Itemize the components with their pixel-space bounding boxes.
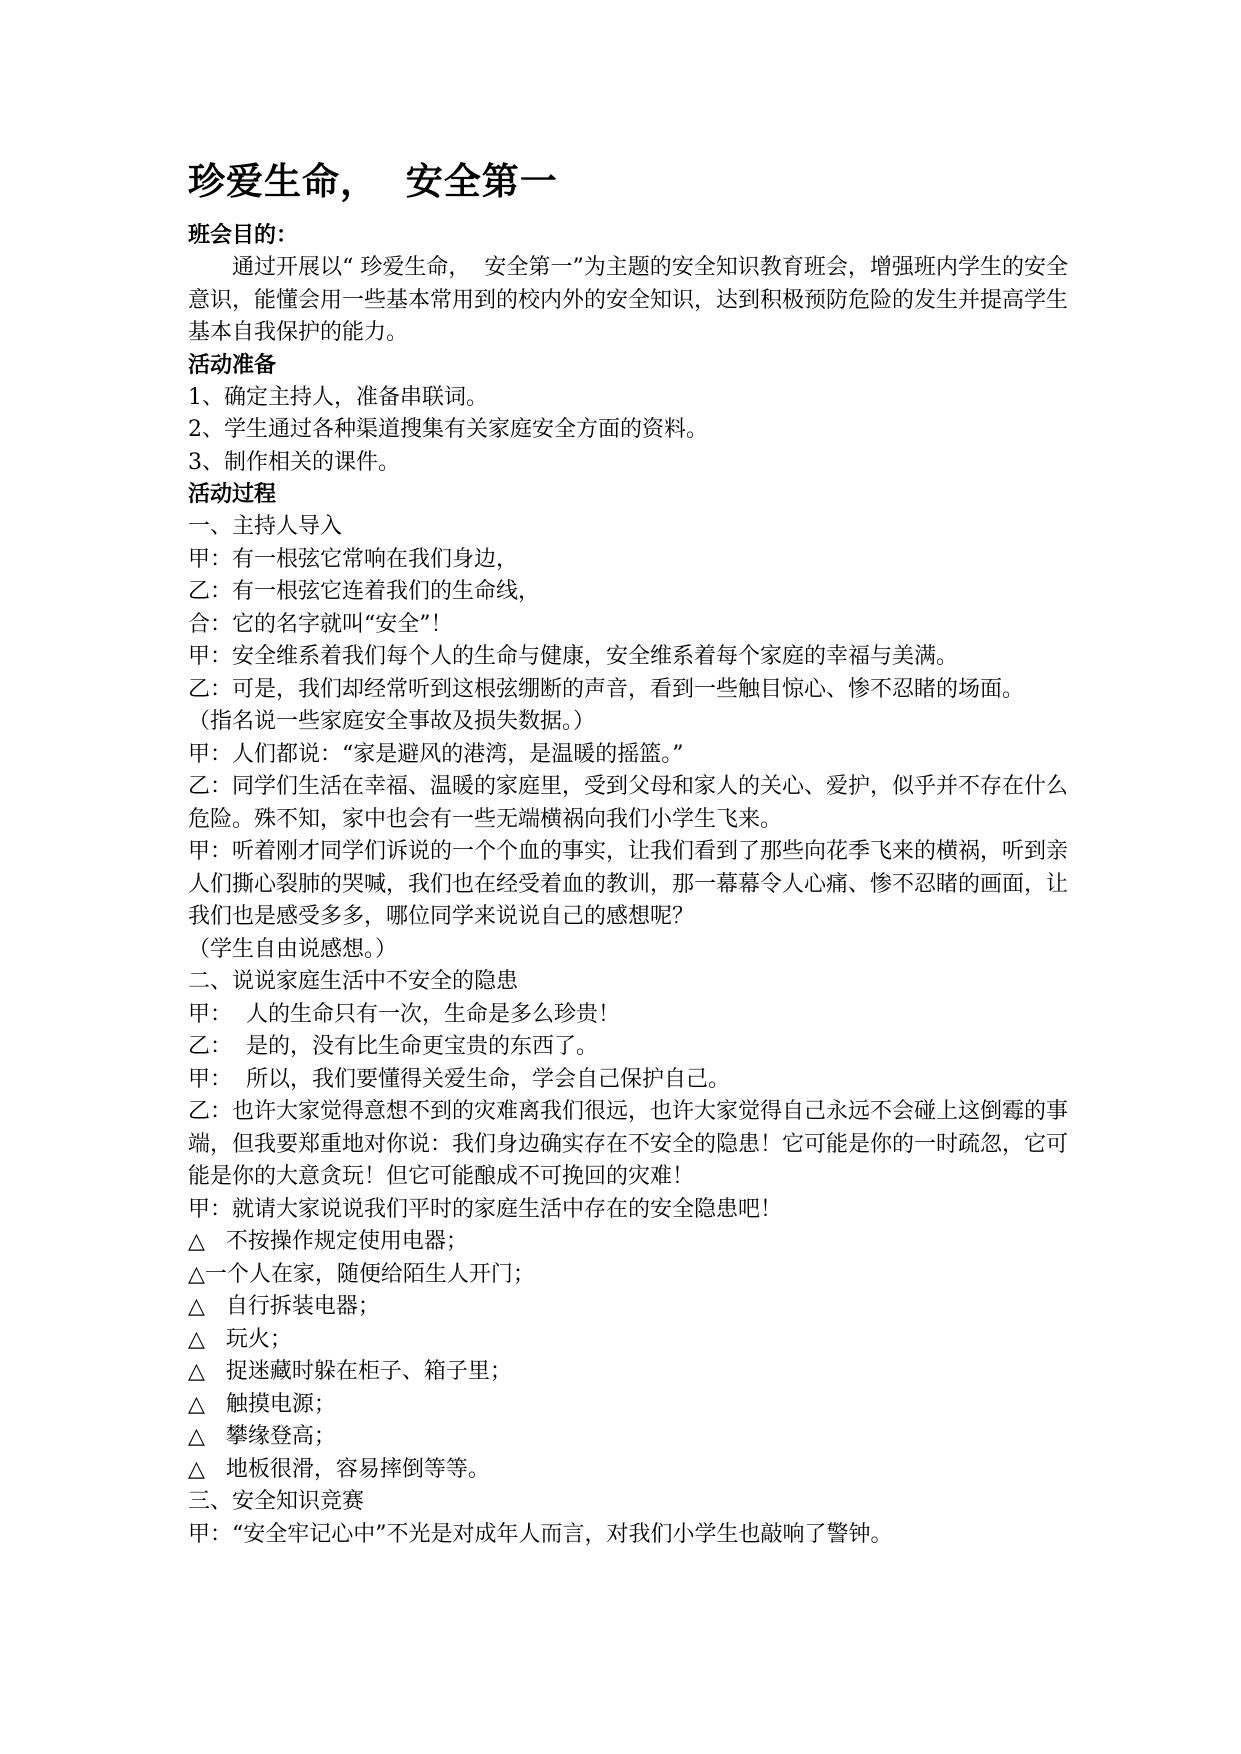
preparation-item: 3、制作相关的课件。 — [188, 449, 400, 475]
process-lines — [188, 511, 1068, 1551]
dialogue-line: 甲：安全维系着我们每个人的生命与健康，安全维系着每个家庭的幸福与美满。 — [188, 644, 959, 669]
hazard-item: △ 不按操作规定使用电器； — [188, 1229, 468, 1254]
dialogue-line: 甲： 人的生命只有一次，生命是多么珍贵！ — [188, 1001, 620, 1027]
purpose-paragraph: 通过开展以“ 珍爱生命， 安全第一”为主题的安全知识教育班会，增强班内学生的安全意识，能懂会用一些基本常用到的校内外的安全知识，达到积极预防危险的发生并提高学生基本自我保护的能力。 — [188, 255, 1069, 345]
dialogue-line: 甲：“安全牢记心中”不光是对成年人而言，对我们小学生也敲响了警钟。 — [188, 1521, 893, 1547]
dialogue-line: 甲：听着刚才同学们诉说的一个个血的事实，让我们看到了那些向花季飞来的横祸，听到亲人们撕心裂肺的哭喊，我们也在经受着血的教训，那一幕幕令人心痛、惨不忍睹的画面，让我们也是感受多多，哪位同学来说说自己的感想呢？ — [188, 839, 1069, 929]
preparation-item: 1、确定主持人，准备串联词。 — [188, 384, 488, 410]
stage-direction: （指名说一些家庭安全事故及损失数据。） — [188, 709, 596, 734]
dialogue-line: 乙：也许大家觉得意想不到的灾难离我们很远，也许大家觉得自己永远不会碰上这倒霉的事端，但我要郑重地对你说：我们身边确实存在不安全的隐患！它可能是你的一时疏忽，它可能是你的大意贪玩！但它可能酿成不可挽回的灾难！ — [188, 1099, 1069, 1189]
section-heading-intro: 一、主持人导入 — [188, 514, 343, 539]
preparation-item: 2、学生通过各种渠道搜集有关家庭安全方面的资料。 — [188, 417, 708, 442]
document-body — [188, 158, 1068, 1551]
hazard-item: △ 触摸电源； — [188, 1391, 336, 1417]
process-heading: 活动过程 — [188, 482, 277, 507]
hazard-item: △ 自行拆装电器； — [188, 1294, 380, 1319]
dialogue-line: 甲： 所以，我们要懂得关爱生命，学会自己保护自己。 — [188, 1066, 730, 1092]
hazard-item: △ 捉迷藏时躲在柜子、箱子里； — [188, 1359, 512, 1384]
hazard-item: △一个人在家，随便给陌生人开门； — [188, 1261, 535, 1287]
dialogue-line: 乙：同学们生活在幸福、温暖的家庭里，受到父母和家人的关心、爱护，似乎并不存在什么危险。殊不知，家中也会有一些无端横祸向我们小学生飞来。 — [188, 774, 1069, 832]
dialogue-line: 甲：有一根弦它常响在我们身边， — [188, 546, 519, 572]
dialogue-line: 合：它的名字就叫“安全”！ — [188, 611, 453, 637]
section-heading-quiz: 三、安全知识竞赛 — [188, 1489, 365, 1514]
dialogue-line: 甲：就请大家说说我们平时的家庭生活中存在的安全隐患吧！ — [188, 1196, 783, 1222]
dialogue-line: 乙：有一根弦它连着我们的生命线， — [188, 579, 541, 604]
section-heading-hazards: 二、说说家庭生活中不安全的隐患 — [188, 969, 519, 994]
hazard-item: △ 玩火； — [188, 1326, 292, 1352]
hazard-item: △ 地板很滑，容易摔倒等等。 — [188, 1456, 490, 1482]
dialogue-line: 乙：可是，我们却经常听到这根弦绷断的声音，看到一些触目惊心、惨不忍睹的场面。 — [188, 676, 1025, 702]
stage-direction: （学生自由说感想。） — [188, 936, 398, 962]
hazard-item: △ 攀缘登高； — [188, 1424, 336, 1449]
dialogue-line: 甲：人们都说：“家是避风的港湾，是温暖的摇篮。” — [188, 741, 684, 767]
preparation-heading: 活动准备 — [188, 352, 277, 378]
purpose-heading: 班会目的： — [188, 223, 299, 248]
page-title: 珍爱生命， 安全第一 — [188, 160, 558, 203]
dialogue-line: 乙： 是的，没有比生命更宝贵的东西了。 — [188, 1034, 598, 1059]
